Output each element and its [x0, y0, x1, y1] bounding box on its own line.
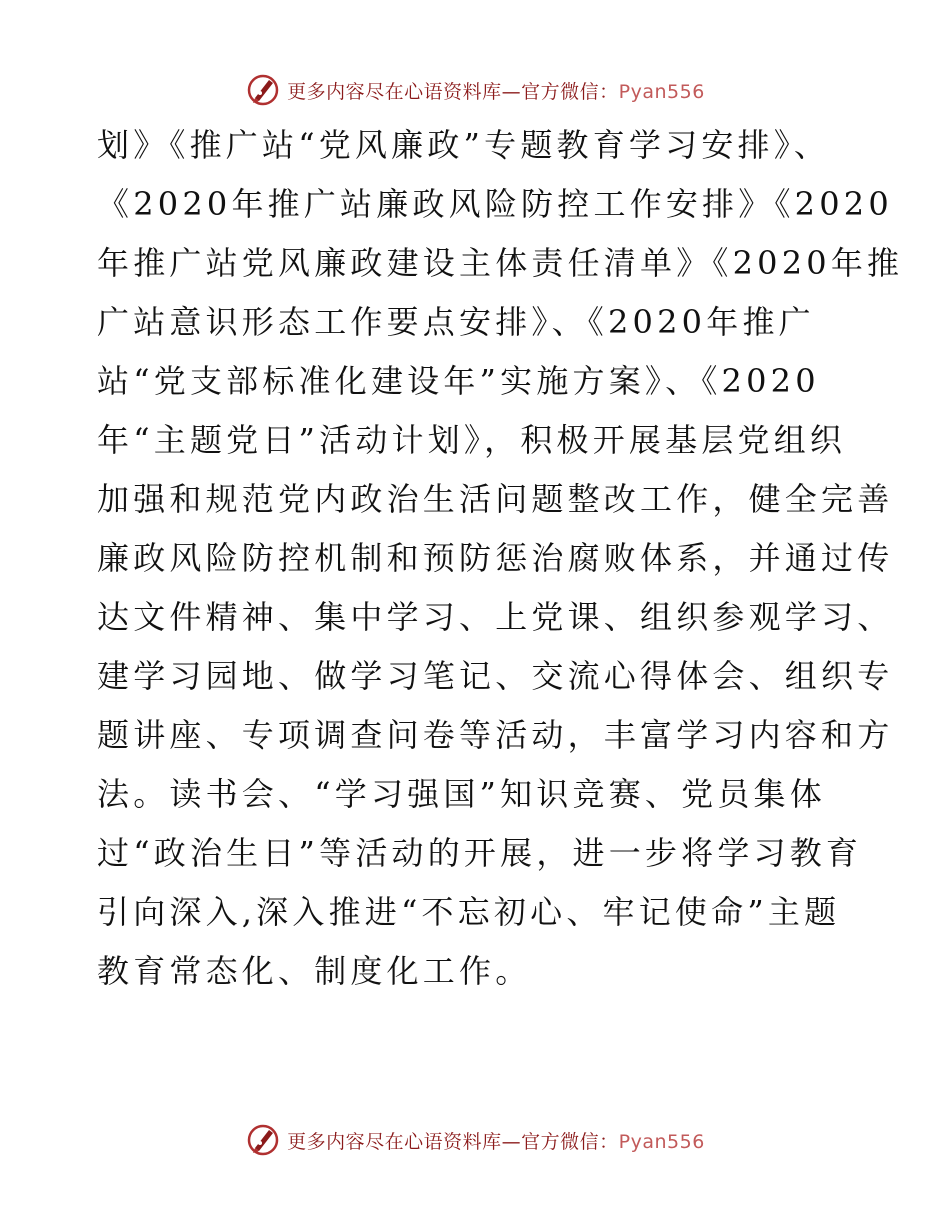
body-line: 达文件精神、集中学习、上党课、组织参观学习、: [97, 598, 894, 636]
body-line: 建学习园地、做学习笔记、交流心得体会、组织专: [97, 657, 894, 695]
watermark-text: 更多内容尽在心语资料库—官方微信：Pyan556: [287, 80, 705, 103]
body-line: 站“党支部标准化建设年”实施方案》、《2020: [97, 362, 820, 400]
watermark-text: 更多内容尽在心语资料库—官方微信：Pyan556: [287, 1130, 705, 1153]
body-line: 廉政风险防控机制和预防惩治腐败体系，并通过传: [97, 539, 894, 577]
body-line: 《2020年推广站廉政风险防控工作安排》《2020: [97, 185, 893, 223]
body-line: 教育常态化、制度化工作。: [97, 952, 532, 990]
body-line: 加强和规范党内政治生活问题整改工作，健全完善: [97, 480, 894, 518]
pen-circle-logo-icon: [245, 72, 281, 108]
body-line: 划》《推广站“党风廉政”专题教育学习安排》、: [97, 126, 831, 164]
body-line: 过“政治生日”等活动的开展，进一步将学习教育: [97, 834, 863, 872]
body-line: 引向深入,深入推进“不忘初心、牢记使命”主题: [97, 893, 841, 931]
footer-watermark: [0, 1120, 950, 1160]
body-line: 年“主题党日”活动计划》，积极开展基层党组织: [97, 421, 847, 459]
body-line: 题讲座、专项调查问卷等活动，丰富学习内容和方: [97, 716, 894, 754]
pen-circle-logo-icon: [245, 1122, 281, 1158]
header-watermark: [0, 70, 950, 110]
watermark-handle: Pyan556: [618, 1130, 705, 1153]
body-line: 法。读书会、“学习强国”知识竞赛、党员集体: [97, 775, 826, 813]
body-line: 广站意识形态工作要点安排》、《2020年推广: [97, 303, 815, 341]
document-body: [97, 116, 904, 1001]
body-line: 年推广站党风廉政建设主体责任清单》《2020年推: [97, 244, 904, 282]
watermark-handle: Pyan556: [618, 80, 705, 103]
